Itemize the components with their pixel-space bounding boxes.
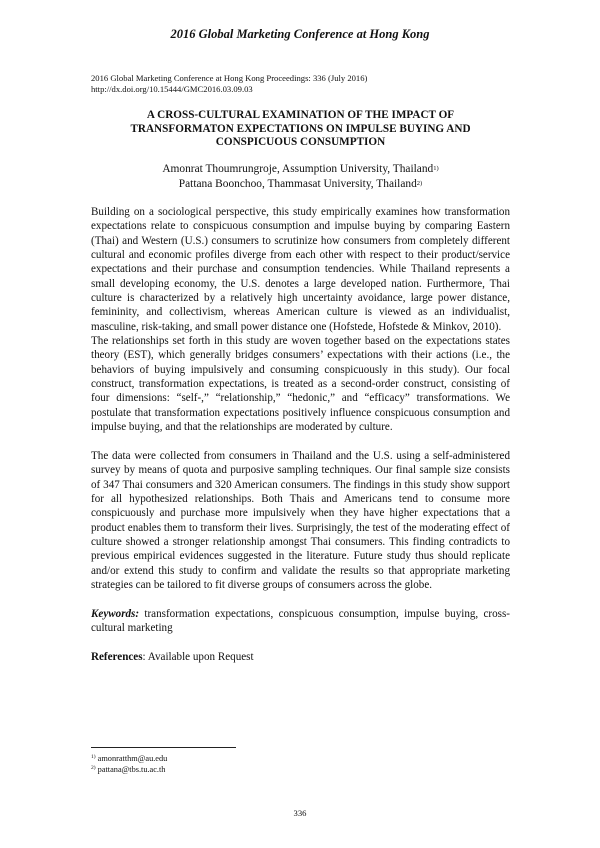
abstract-paragraph: The data were collected from consumers in Thailand and the U.S. using a self-administered survey by means of quota and purposive sampling techniques. Our final sample size consists of 347 Thai consumers and 320 American consumers. The findings in this study show support for all hypothesized relationships. Both Thais and Americans tend to consume more conspicuously and purchase more impulsively when they have higher expectations that a product enables them to transform their lives. Surprisingly, the test of the moderating effect of culture showed a stronger relationship amongst Thai consumers. This finding contradicts to previous empirical evidences suggested in the literature. Future study thus should replicate and/or extend this study to confirm and validate the results so that appropriate marketing strategies can be tailored to fit diverse groups of consumers across the globe. bbox=[91, 449, 510, 591]
title-line: TRANSFORMATON EXPECTATIONS ON IMPULSE BUYING AND bbox=[130, 122, 471, 135]
footnote-divider bbox=[91, 747, 236, 748]
footnote bbox=[91, 753, 167, 764]
author-list bbox=[91, 162, 510, 192]
abstract-paragraph: Building on a sociological perspective, this study empirically examines how transformation expectations relate to conspicuous consumption and impulse buying by comparing Eastern (Thai) and Western (U.S.) consumers to scrutinize how consumers from completely different cultural and economic profiles diverge from each other with respect to their product/service expectations and their purchase and consumption tendencies. While Thailand represents a small developing economy, the U.S. denotes a large developed nation. Furthermore, Thai culture is characterized by a relatively high uncertainty avoidance, large power distance, femininity, and collectivism, whereas American culture is viewed as an individualist, masculine, risk-taking, and small power distance one (Hofstede, Hofstede & Minkov, 2010). bbox=[91, 206, 510, 333]
footnote bbox=[91, 764, 167, 775]
footnote-mark: 1) bbox=[91, 754, 96, 760]
references-label: References bbox=[91, 650, 143, 663]
conference-header: 2016 Global Marketing Conference at Hong Kong bbox=[170, 27, 430, 41]
author-line bbox=[91, 177, 510, 192]
doi-link[interactable]: http://dx.doi.org/10.15444/GMC2016.03.09.03 bbox=[91, 83, 253, 94]
footnote-mark: 2) bbox=[91, 765, 96, 771]
page-number: 336 bbox=[293, 808, 307, 818]
abstract-body bbox=[91, 205, 510, 664]
footnote-email: pattana@tbs.tu.ac.th bbox=[95, 765, 166, 774]
footnotes bbox=[91, 753, 167, 775]
references bbox=[91, 650, 510, 664]
proceedings-citation: 2016 Global Marketing Conference at Hong Kong Proceedings: 336 (July 2016) bbox=[91, 73, 368, 83]
abstract-paragraph: The relationships set forth in this study are woven together based on the expectations states theory (EST), which generally bridges consumers’ expectations with their actions (i.e., the behaviors of buying impulsively and consuming conspicuously in this study). Our focal construct, transformation expectations, is treated as a second-order construct, consisting of four dimensions: “self-,” “relationship,” “hedonic,” and “efficacy” transformations. We postulate that transformation expectations positively influence conspicuous consumption and impulse buying, and that the relationships are moderated by culture. bbox=[91, 335, 510, 434]
author-name-affiliation: Pattana Boonchoo, Thammasat University, Thailand bbox=[178, 178, 417, 190]
keywords-label: Keywords: bbox=[91, 607, 140, 620]
footnote-email: amonratthm@au.edu bbox=[95, 754, 168, 763]
proceedings-info bbox=[91, 73, 367, 94]
references-text: : Available upon Request bbox=[142, 650, 254, 663]
keywords bbox=[91, 607, 510, 636]
author-name-affiliation: Amonrat Thoumrungroje, Assumption University, Thailand bbox=[162, 163, 434, 175]
footnote-mark: 1) bbox=[433, 165, 439, 172]
author-line bbox=[91, 162, 510, 177]
footnote-mark: 2) bbox=[416, 180, 423, 187]
title-line: CONSPICUOUS CONSUMPTION bbox=[215, 136, 386, 148]
title-line: A CROSS-CULTURAL EXAMINATION OF THE IMPACT OF bbox=[146, 109, 455, 121]
keywords-text: transformation expectations, conspicuous consumption, impulse buying, cross-cultural marketing bbox=[91, 607, 510, 634]
paper-title bbox=[91, 109, 510, 150]
